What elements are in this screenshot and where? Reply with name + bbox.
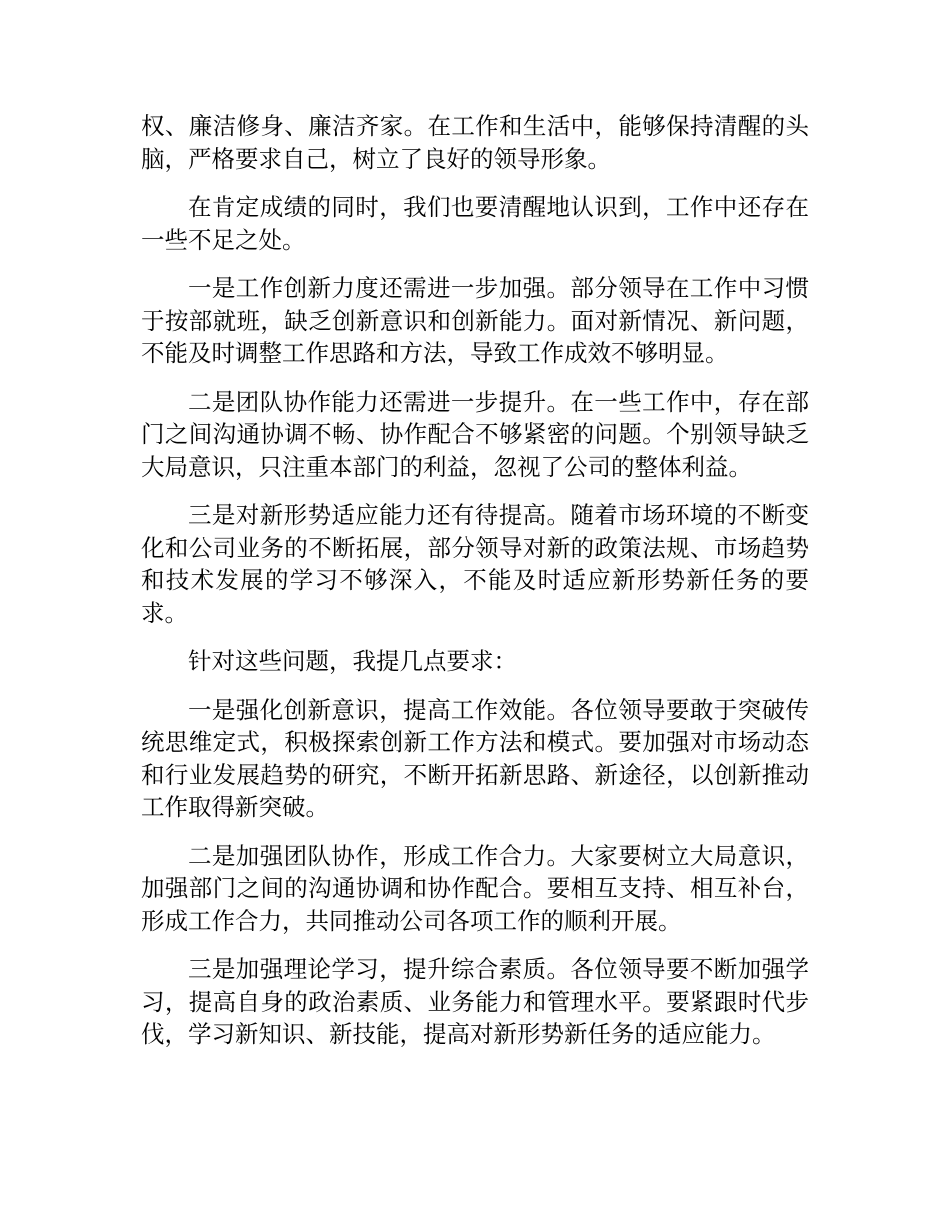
paragraph-problem-innovation: 一是工作创新力度还需进一步加强。部分领导在工作中习惯于按部就班，缺乏创新意识和创新能力。面对新情况、新问题，不能及时调整工作思路和方法，导致工作成效不够明显。	[141, 274, 809, 367]
paragraph-problem-adaptability: 三是对新形势适应能力还有待提高。随着市场环境的不断变化和公司业务的不断拓展，部分领导对新的政策法规、市场趋势和技术发展的学习不够深入，不能及时适应新形势新任务的要求。	[141, 501, 809, 627]
paragraph-problem-teamwork: 二是团队协作能力还需进一步提升。在一些工作中，存在部门之间沟通协调不畅、协作配合不够紧密的问题。个别领导缺乏大局意识，只注重本部门的利益，忽视了公司的整体利益。	[141, 387, 809, 481]
paragraph-requirements-intro: 针对这些问题，我提几点要求：	[188, 647, 517, 675]
paragraph-shortcomings-intro: 在肯定成绩的同时，我们也要清醒地认识到，工作中还存在一些不足之处。	[141, 193, 809, 254]
document-page	[141, 110, 809, 1067]
paragraph-requirement-teamwork: 二是加强团队协作，形成工作合力。大家要树立大局意识，加强部门之间的沟通协调和协作配合。要相互支持、相互补台，形成工作合力，共同推动公司各项工作的顺利开展。	[141, 841, 809, 935]
paragraph-continuation: 权、廉洁修身、廉洁齐家。在工作和生活中，能够保持清醒的头脑，严格要求自己，树立了良好的领导形象。	[141, 112, 809, 173]
paragraph-requirement-learning: 三是加强理论学习，提升综合素质。各位领导要不断加强学习，提高自身的政治素质、业务能力和管理水平。要紧跟时代步伐，学习新知识、新技能，提高对新形势新任务的适应能力。	[141, 955, 809, 1048]
paragraph-requirement-innovation: 一是强化创新意识，提高工作效能。各位领导要敢于突破传统思维定式，积极探索创新工作方法和模式。要加强对市场动态和行业发展趋势的研究，不断开拓新思路、新途径，以创新推动工作取得新突破。	[141, 695, 809, 821]
